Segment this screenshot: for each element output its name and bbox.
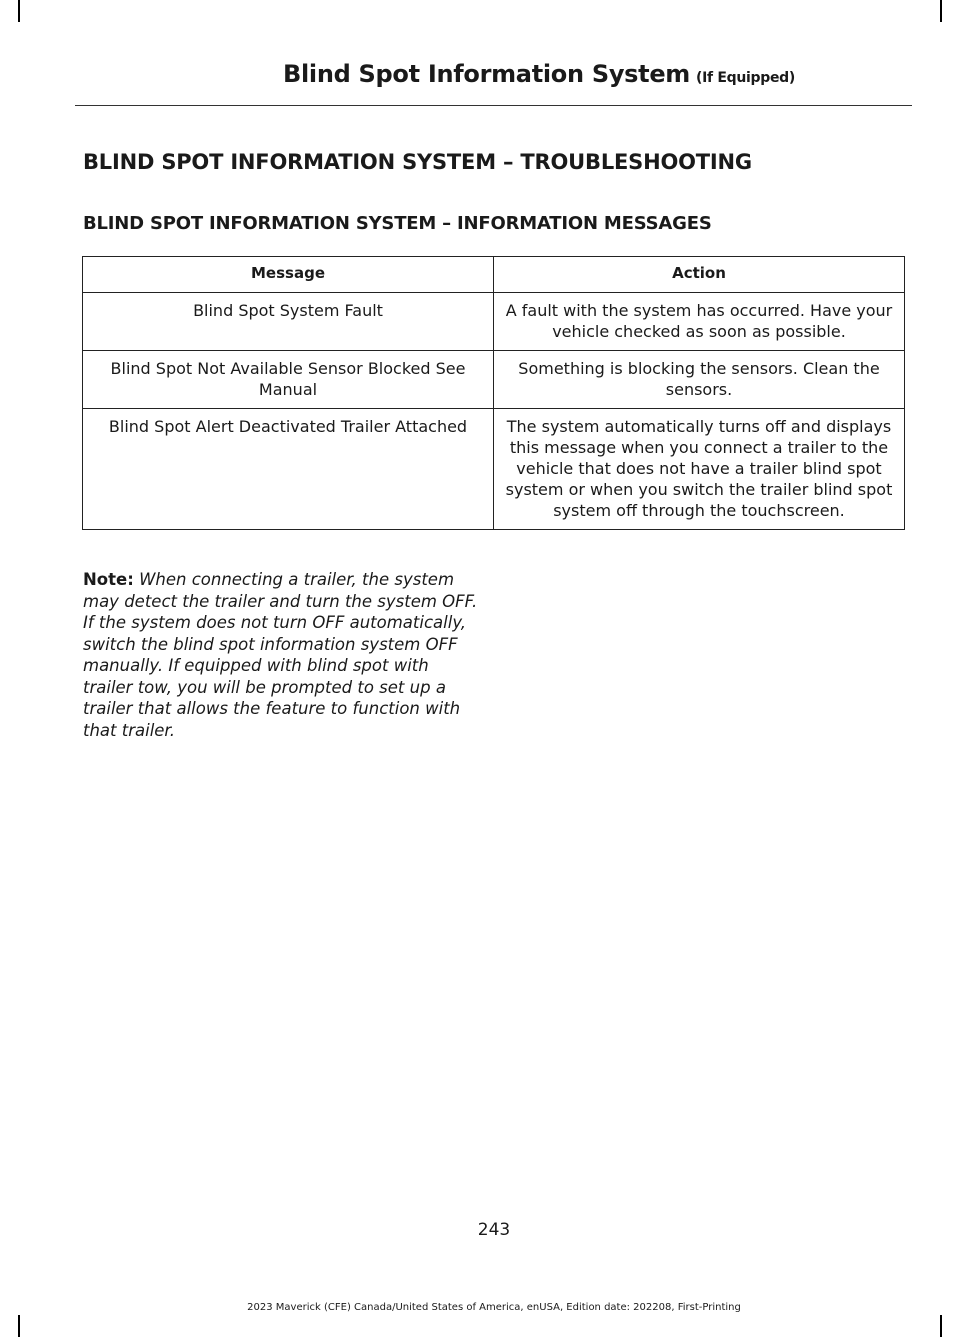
crop-mark-bottom-right	[940, 1315, 942, 1337]
crop-mark-bottom-left	[18, 1315, 20, 1337]
note-label: Note:	[83, 570, 134, 589]
table-row	[83, 293, 905, 351]
crop-mark-top-right	[940, 0, 942, 22]
header-rule	[75, 105, 912, 106]
section-title: BLIND SPOT INFORMATION SYSTEM – TROUBLESHOOTING	[83, 150, 752, 174]
table-row	[83, 409, 905, 530]
action-cell: A fault with the system has occurred. Have your vehicle checked as soon as possible.	[494, 293, 905, 351]
message-cell: Blind Spot System Fault	[83, 293, 494, 351]
running-header	[0, 60, 795, 88]
action-cell: Something is blocking the sensors. Clean the sensors.	[494, 351, 905, 409]
note-text: When connecting a trailer, the system may detect the trailer and turn the system OFF. If the system does not turn OFF automatically, switch the blind spot information system OFF manually. If equipped with blind spot with trailer tow, you will be prompted to set up a trailer that allows the feature to function with that trailer.	[83, 570, 478, 740]
column-header-message: Message	[83, 257, 494, 293]
column-header-action: Action	[494, 257, 905, 293]
running-header-subtitle: (If Equipped)	[696, 70, 795, 86]
table-row	[83, 351, 905, 409]
message-cell: Blind Spot Alert Deactivated Trailer Attached	[83, 409, 494, 530]
crop-mark-top-left	[18, 0, 20, 22]
message-cell: Blind Spot Not Available Sensor Blocked See Manual	[83, 351, 494, 409]
table-header-row	[83, 257, 905, 293]
running-header-title: Blind Spot Information System	[282, 60, 691, 88]
subsection-title: BLIND SPOT INFORMATION SYSTEM – INFORMATION MESSAGES	[83, 213, 712, 234]
information-messages-table	[82, 256, 905, 530]
footer-edition: 2023 Maverick (CFE) Canada/United States of America, enUSA, Edition date: 202208, First-Printing	[247, 1302, 741, 1313]
action-cell: The system automatically turns off and displays this message when you connect a trailer to the vehicle that does not have a trailer blind spot system or when you switch the trailer blind spot system off through the touchscreen.	[494, 409, 905, 530]
page-number: 243	[477, 1220, 511, 1240]
note-paragraph	[83, 569, 478, 741]
